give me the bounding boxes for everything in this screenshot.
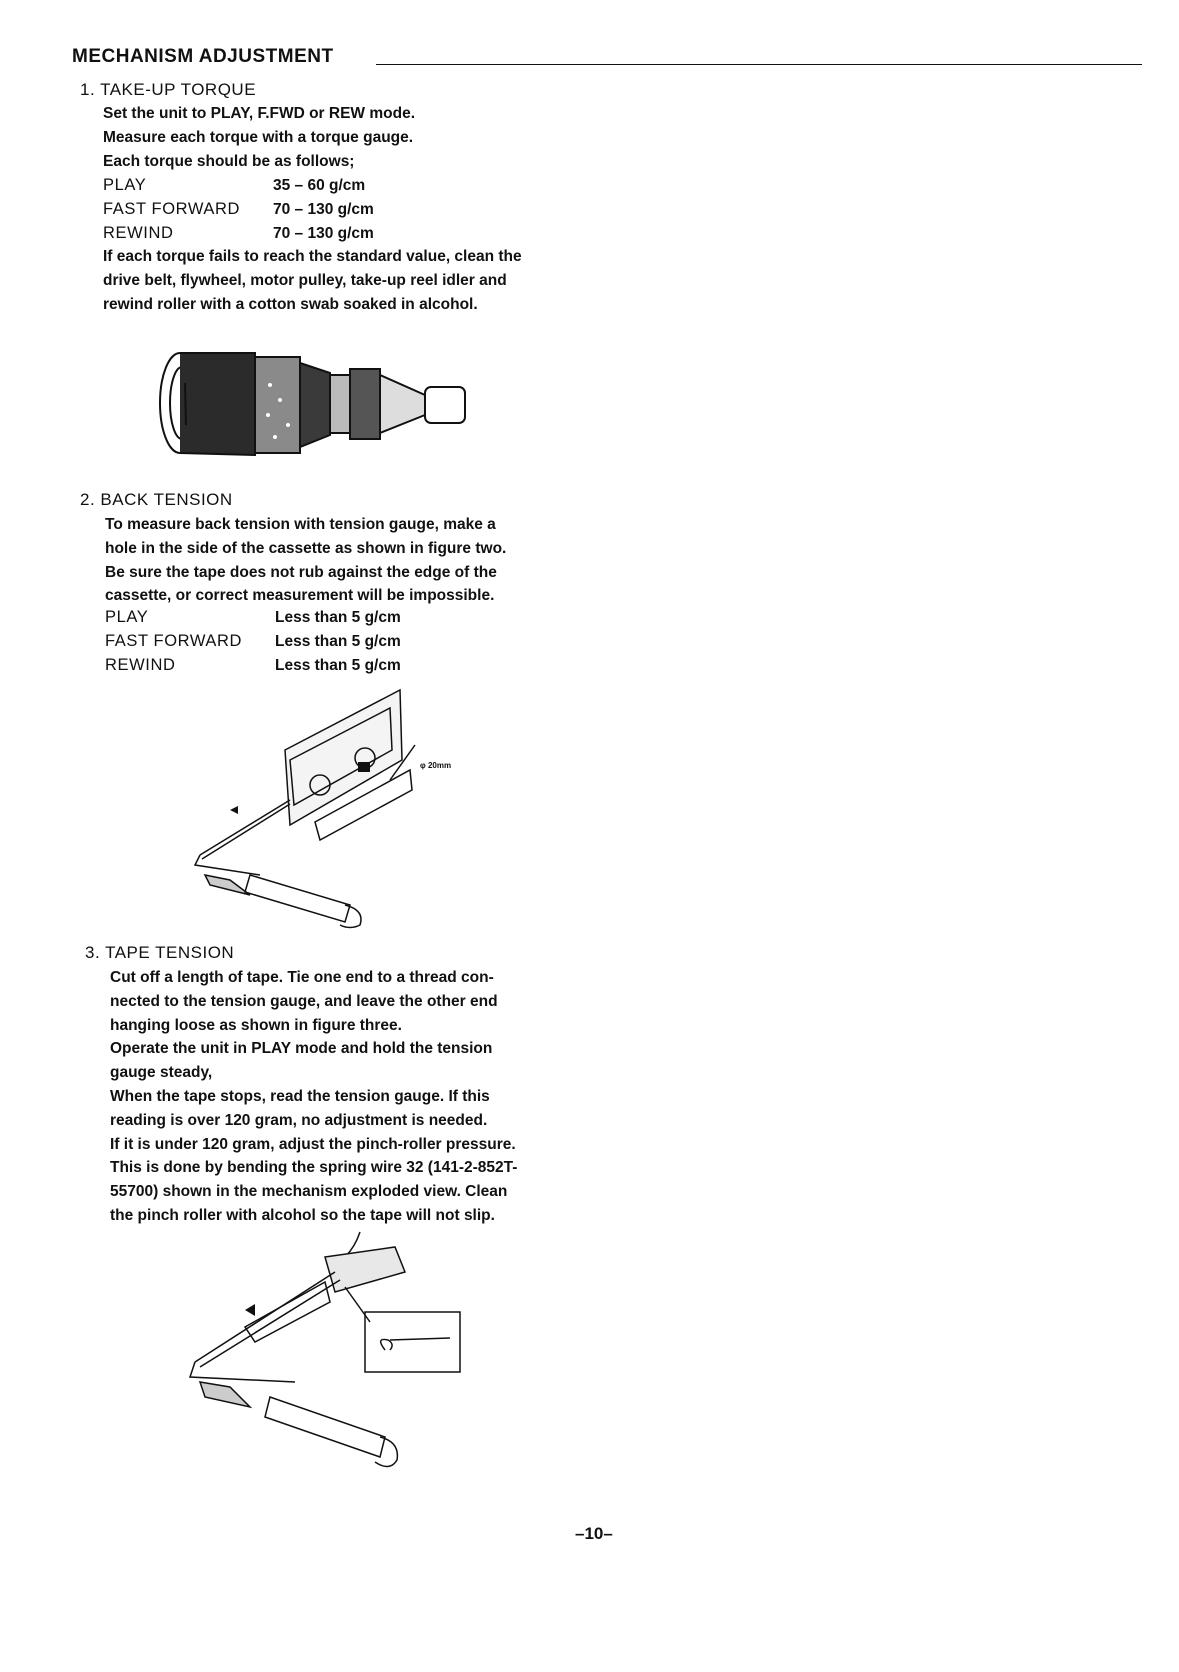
- text-line: If each torque fails to reach the standard value, clean the: [103, 248, 522, 265]
- text-line: rewind roller with a cotton swab soaked in alcohol.: [103, 295, 478, 313]
- text-line: Measure each torque with a torque gauge.: [103, 128, 414, 146]
- text-line: Operate the unit in PLAY mode and hold the tension: [110, 1040, 493, 1058]
- spec-value: Less than 5 g/cm: [275, 656, 401, 674]
- text-line: nected to the tension gauge, and leave the other end: [110, 992, 498, 1010]
- section-1-heading: 1. TAKE-UP TORQUE: [80, 80, 257, 99]
- text-line: 55700) shown in the mechanism exploded view. Clean: [110, 1183, 508, 1201]
- spec-value: Less than 5 g/cm: [275, 632, 401, 650]
- section-1-outro: [103, 245, 522, 316]
- text-line: gauge steady,: [110, 1064, 213, 1082]
- spec-label: FAST FORWARD: [105, 631, 243, 650]
- spec-label: REWIND: [105, 655, 176, 674]
- spec-value: 35 – 60 g/cm: [273, 177, 366, 194]
- torque-gauge-figure: [150, 345, 480, 465]
- section-2-intro: [105, 513, 506, 608]
- text-line: reading is over 120 gram, no adjustment is needed.: [110, 1111, 488, 1129]
- spec-row: [103, 174, 503, 198]
- text-line: Set the unit to PLAY, F.FWD or REW mode.: [103, 105, 416, 122]
- page-number: –10–: [575, 1524, 613, 1543]
- spec-label: FAST FORWARD: [103, 199, 241, 218]
- text-line: Be sure the tape does not rub against the edge of the: [105, 563, 497, 581]
- text-line: hanging loose as shown in figure three.: [110, 1016, 402, 1034]
- text-line: cassette, or correct measurement will be impossible.: [105, 587, 495, 605]
- text-line: Cut off a length of tape. Tie one end to a thread con-: [110, 969, 494, 986]
- back-tension-figure: [190, 690, 470, 950]
- text-line: drive belt, flywheel, motor pulley, take-up reel idler and: [103, 271, 507, 289]
- spec-label: PLAY: [105, 608, 149, 626]
- spec-row: [105, 630, 505, 654]
- spec-row: [105, 606, 505, 630]
- spec-label: PLAY: [103, 176, 147, 194]
- spec-row: [103, 198, 503, 222]
- section-2-spec-table: [105, 606, 505, 677]
- section-1-spec-table: [103, 174, 503, 245]
- text-line: the pinch roller with alcohol so the tape will not slip.: [110, 1206, 495, 1224]
- spec-label: REWIND: [103, 223, 174, 242]
- text-line: To measure back tension with tension gauge, make a: [105, 516, 496, 533]
- text-line: When the tape stops, read the tension gauge. If this: [110, 1087, 490, 1105]
- section-1-intro: [103, 102, 415, 173]
- text-line: hole in the side of the cassette as shown in figure two.: [105, 539, 507, 557]
- section-3-heading: 3. TAPE TENSION: [85, 943, 235, 962]
- spec-value: 70 – 130 g/cm: [273, 200, 374, 218]
- spec-row: [105, 654, 505, 678]
- page-title: MECHANISM ADJUSTMENT: [72, 46, 334, 67]
- section-2-heading: 2. BACK TENSION: [80, 490, 233, 509]
- spec-value: Less than 5 g/cm: [275, 609, 401, 626]
- text-line: Each torque should be as follows;: [103, 152, 355, 170]
- text-line: This is done by bending the spring wire 32 (141-2-852T-: [110, 1159, 518, 1177]
- gauge-clip: [358, 762, 370, 772]
- spec-value: 70 – 130 g/cm: [273, 224, 374, 242]
- spec-row: [103, 222, 503, 246]
- title-rule: [376, 64, 1142, 65]
- figure-2-label: φ 20mm: [420, 761, 452, 770]
- section-3-body: [110, 966, 517, 1228]
- text-line: If it is under 120 gram, adjust the pinch-roller pressure.: [110, 1135, 516, 1153]
- tape-tension-figure: [185, 1232, 475, 1487]
